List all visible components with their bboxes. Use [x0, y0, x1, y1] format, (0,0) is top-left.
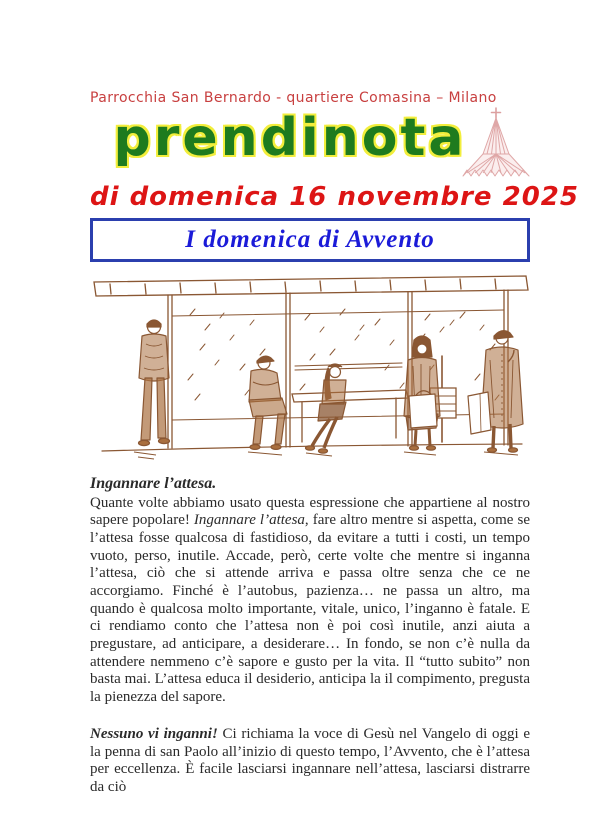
- title-row: [90, 106, 530, 186]
- p2-run-in-lead: Nessuno vi inganni!: [90, 725, 218, 742]
- page-title: prendinota: [113, 108, 467, 168]
- figure-standing-woman-bag: [404, 336, 440, 450]
- figure-standing-man: [139, 320, 170, 446]
- p1-italic-phrase: Ingannare l’attesa: [193, 512, 305, 529]
- article: [90, 475, 530, 797]
- church-icon: [460, 106, 532, 193]
- sunday-banner-label: I domenica di Avvento: [185, 226, 435, 253]
- header: [90, 90, 579, 212]
- p1-text-rest: , fare altro mentre si aspetta, come se l’attesa fosse qualcosa di fastidioso, da evitare a tutti i costi, un tempo vuoto, perso, inutile. Accade, però, certe volte che mentre si inganna l’attesa, ciò che si attende arriva e passa oltre senza che ce ne accorgiamo. Finché è l’autobus, pazienza… ne passa un altro, ma quando è qualcosa molto importante, vitale, unico, l’inganno è fatale. E ci rendiamo conto che l’attesa non è poi così inutile, anzi aiuta a pregustare, ad anticipare, a desiderare… In fondo, se non c’è nulla da attendere nemmeno c’è sapore e gusto per la vita. Il “tutto subito” non basta mai. L’attesa educa il desiderio, anticipa la il compimento, pregusta la pienezza del sapore.: [90, 512, 530, 706]
- p2-text-rest: Ci richiama la voce di Gesù nel Vangelo di oggi e la penna di san Paolo all’inizio di questo tempo, l’Avvento, che è l’attesa per eccellenza. È facile lasciarsi ingannare nell’attesa, lasciarsi distrarre da ciò: [90, 725, 530, 795]
- paragraph-attesa: [90, 495, 530, 707]
- article-heading: Ingannare l’attesa.: [90, 475, 217, 492]
- figure-seated-woman: [306, 364, 347, 453]
- p1-text-start: Quante volte abbiamo usato questa espressione che appartiene al nostro sapere popolare!: [90, 494, 530, 529]
- sunday-banner: [90, 218, 530, 262]
- figure-standing-woman-cap: [468, 331, 523, 453]
- paragraph-inganni: [90, 726, 530, 797]
- parish-line: Parrocchia San Bernardo - quartiere Comasina – Milano: [90, 90, 497, 106]
- date-line: di domenica 16 novembre 2025: [90, 182, 579, 212]
- figure-seated-man: [249, 356, 287, 449]
- bus-stop-illustration: [90, 270, 530, 470]
